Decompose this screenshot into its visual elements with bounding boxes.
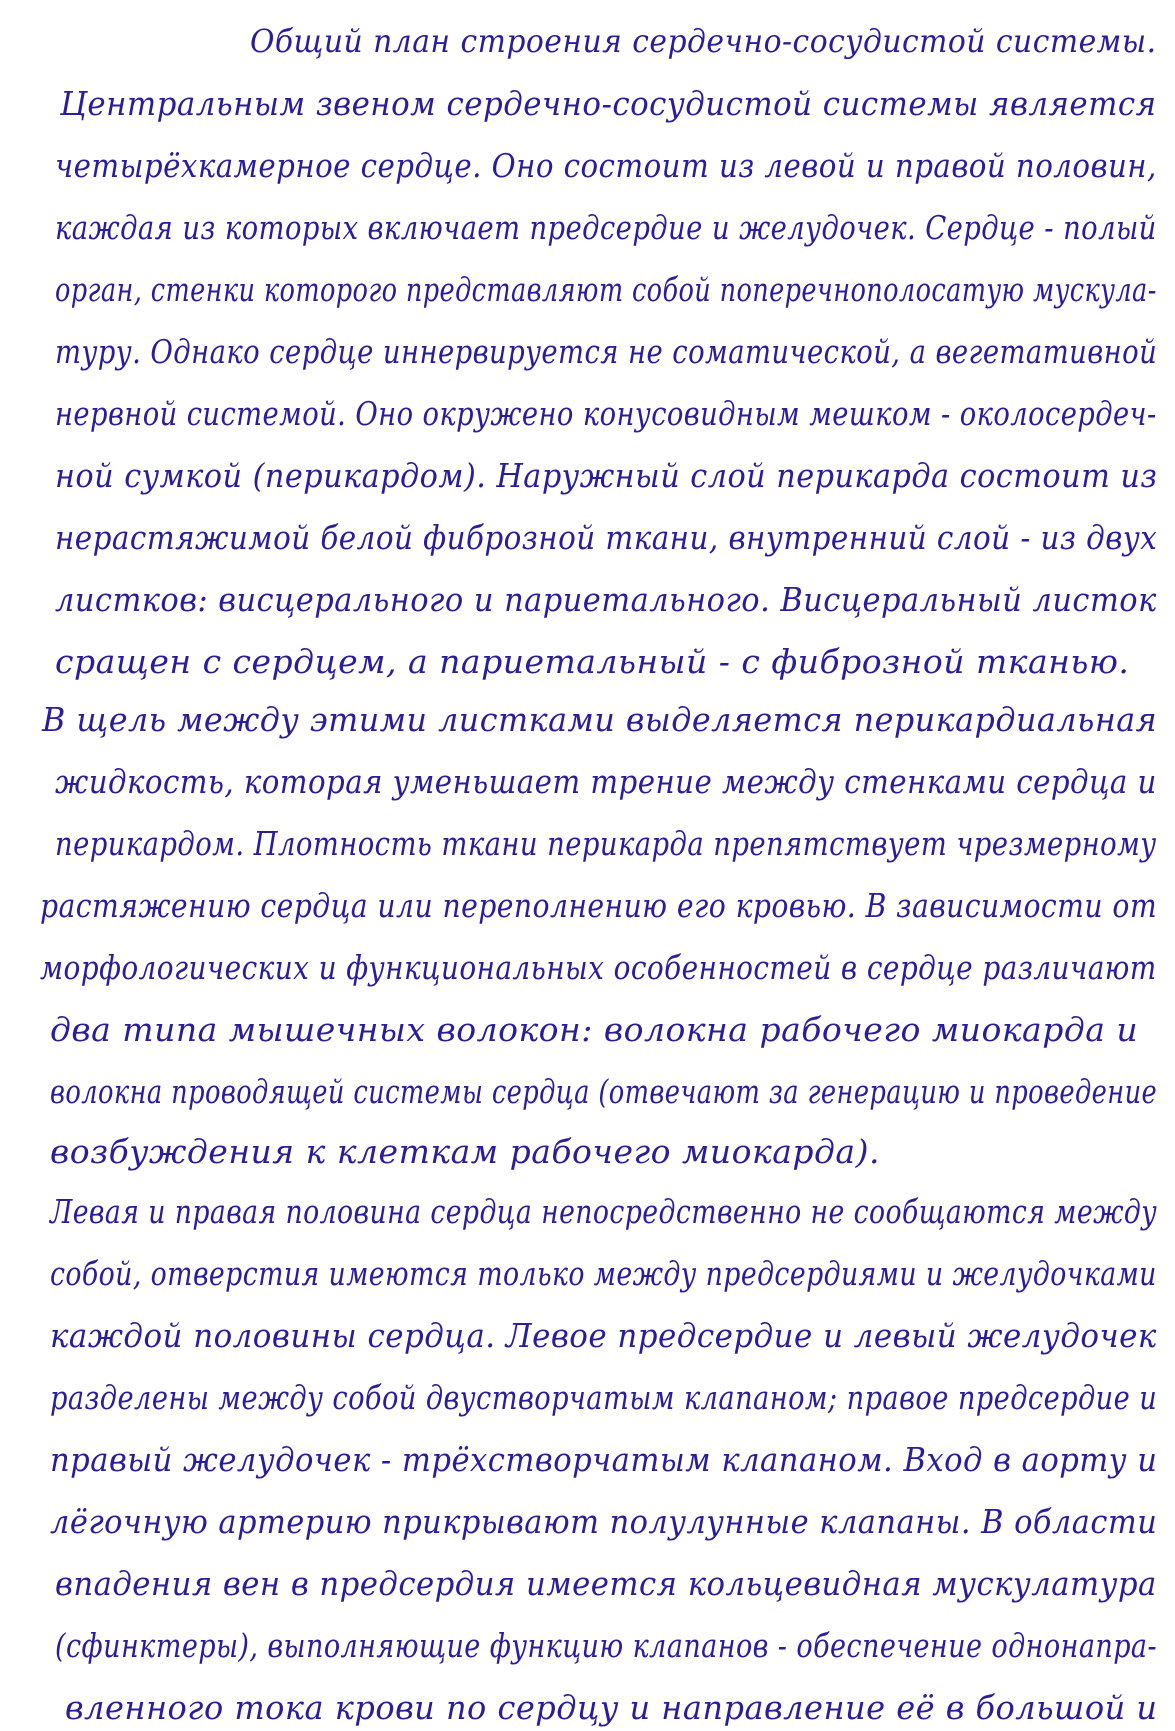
text-line: впадения вен в предсердия имеется кольцевидная мускулатура [55,1564,1157,1603]
text-line: морфологических и функциональных особенностей в сердце различают [40,948,1157,987]
text-line: два типа мышечных волокон: волокна рабочего миокарда и [50,1010,1139,1049]
text-line: разделены между собой двустворчатым клапаном; правое предсердие и [50,1378,1158,1417]
text-line: ной сумкой (перикардом). Наружный слой перикарда состоит из [55,456,1158,495]
text-line: правый желудочек - трёхстворчатым клапаном. Вход в аорту и [50,1440,1158,1479]
text-line: Центральным звеном сердечно-сосудистой системы является [60,84,1157,123]
text-line: растяжению сердца или переполнению его кровью. В зависимости от [40,886,1158,925]
text-line: листков: висцерального и париетального. Висцеральный листок [55,580,1157,619]
text-line: четырёхкамерное сердце. Оно состоит из левой и правой половин, [55,146,1157,185]
text-line: волокна проводящей системы сердца (отвечают за генерацию и проведение [50,1072,1158,1111]
text-line: каждой половины сердца. Левое предсердие и левый желудочек [50,1316,1157,1355]
text-line: (сфинктеры), выполняющие функцию клапанов - обеспечение однонапра- [55,1626,1158,1665]
text-line: перикардом. Плотность ткани перикарда препятствует чрезмерному [55,824,1157,863]
text-line-title: Общий план строения сердечно-сосудистой системы. [250,22,1157,60]
text-line: нерастяжимой белой фиброзной ткани, внутренний слой - из двух [55,518,1158,557]
text-line: возбуждения к клеткам рабочего миокарда). [50,1132,880,1171]
text-line: лёгочную артерию прикрывают полулунные клапаны. В области [50,1502,1158,1541]
text-line: туру. Однако сердце иннервируется не соматической, а вегетативной [55,332,1158,371]
text-line: В щель между этими листками выделяется перикардиальная [42,700,1158,739]
text-line: жидкость, которая уменьшает трение между стенками сердца и [55,762,1157,801]
text-line: орган, стенки которого представляют собой поперечнополосатую мускула- [55,270,1157,309]
text-line: каждая из которых включает предсердие и желудочек. Сердце - полый [55,208,1157,247]
text-line: вленного тока крови по сердцу и направление её в большой и [65,1688,1158,1727]
text-line: Левая и правая половина сердца непосредственно не сообщаются между [50,1192,1158,1231]
text-line: нервной системой. Оно окружено конусовидным мешком - околосердеч- [55,394,1157,433]
text-line: сращен с сердцем, а париетальный - с фиброзной тканью. [55,642,1130,681]
text-line: собой, отверстия имеются только между предсердиями и желудочками [50,1254,1157,1293]
